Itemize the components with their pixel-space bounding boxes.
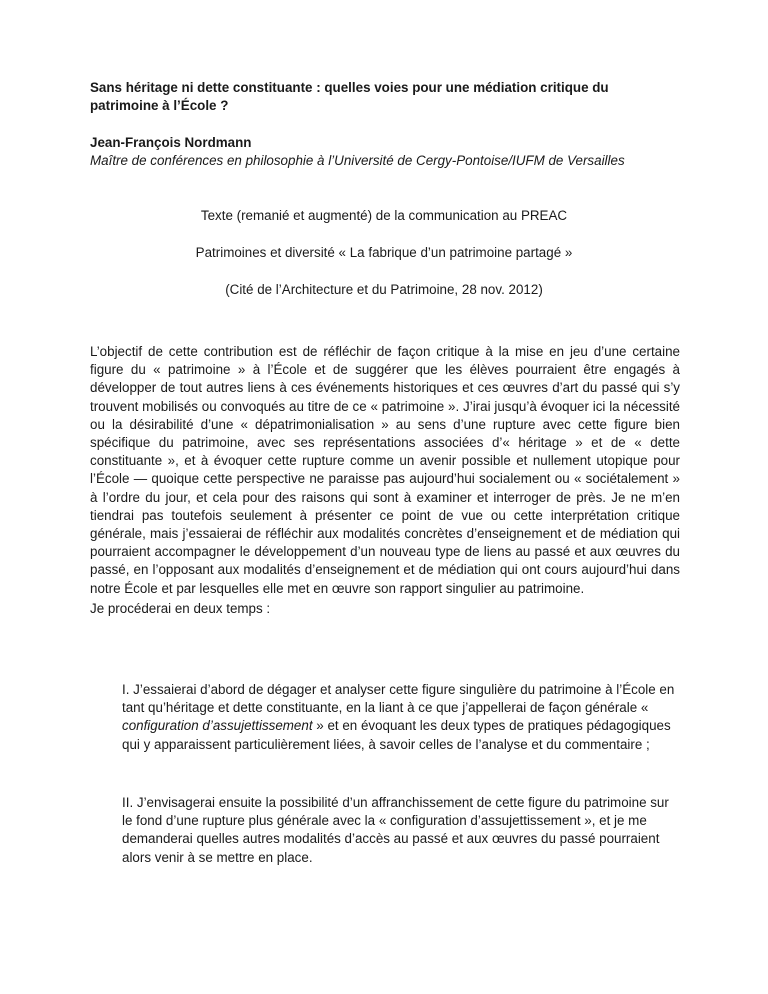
context-line-2: Patrimoines et diversité « La fabrique d’un patrimoine partagé » (195, 245, 573, 260)
author-name: Jean-François Nordmann (90, 135, 252, 150)
context-line-1: Texte (remanié et augmenté) de la communication au PREAC (200, 208, 568, 223)
context-line-3: (Cité de l’Architecture et du Patrimoine, 28 nov. 2012) (225, 282, 543, 297)
plan-intro: Je procéderai en deux temps : (90, 601, 271, 616)
author-affiliation: Maître de conférences en philosophie à l’Université de Cergy-Pontoise/IUFM de Versailles (90, 153, 625, 168)
plan-item-1-italic-term: configuration d’assujettissement (122, 718, 313, 734)
intro-paragraph: L’objectif de cette contribution est de réfléchir de façon critique à la mise en jeu d’une certaine figure du « patrimoine » à l’École et de suggérer que les élèves pourraient être engagés à développer de tout autres liens à ces événements historiques et ces œuvres d’art du passé qui s’y trouvent mobilisés ou convoqués au titre de ce « patrimoine ». J’irai jusqu’à évoquer ici la nécessité ou la désirabilité d’une « dépatrimonialisation » au sens d’une rupture avec cette figure bien spécifique du patrimoine, avec ses représentations associées d’« héritage » et de « dette constituante », et à évoquer cette rupture comme un avenir possible et nullement utopique pour l’École — quoique cette perspective ne paraisse pas aujourd’hui socialement ou « sociétalement » à l’ordre du jour, et cela pour des raisons qui sont à examiner et interroger de près. Je ne m’en tiendrai pas toutefois seulement à présenter ce point de vue ou cette interprétation critique générale, mais j’essaierai de réfléchir aux modalités concrètes d’enseignement et de médiation qui pourraient accompagner le développement d’un nouveau type de liens au passé et aux œuvres du passé, en l’opposant aux modalités d’enseignement et de médiation qui ont cours aujourd’hui dans notre École et par lesquelles elle met en œuvre son rapport singulier au patrimoine. (90, 344, 680, 596)
plan-item-1 (122, 681, 682, 754)
document-title: Sans héritage ni dette constituante : quelles voies pour une médiation critique du patrimoine à l’École ? (90, 80, 609, 114)
plan-item-1-text-start: I. J’essaierai d’abord de dégager et analyser cette figure singulière du patrimoine à l’École en tant qu’héritage et dette constituante, en la liant à ce que j’appellerai de façon générale « (122, 682, 675, 716)
plan-item-1-text-end: » et en évoquant les deux types de pratiques pédagogiques qui y apparaissent particulièrement liées, à savoir celles de l’analyse et du commentaire ; (122, 718, 671, 752)
plan-item-2: II. J’envisagerai ensuite la possibilité d’un affranchissement de cette figure du patrimoine sur le fond d’une rupture plus générale avec la « configuration d’assujettissement », et je me demanderai quelles autres modalités d’accès au passé et aux œuvres du passé pourraient alors venir à se mettre en place. (122, 795, 669, 865)
